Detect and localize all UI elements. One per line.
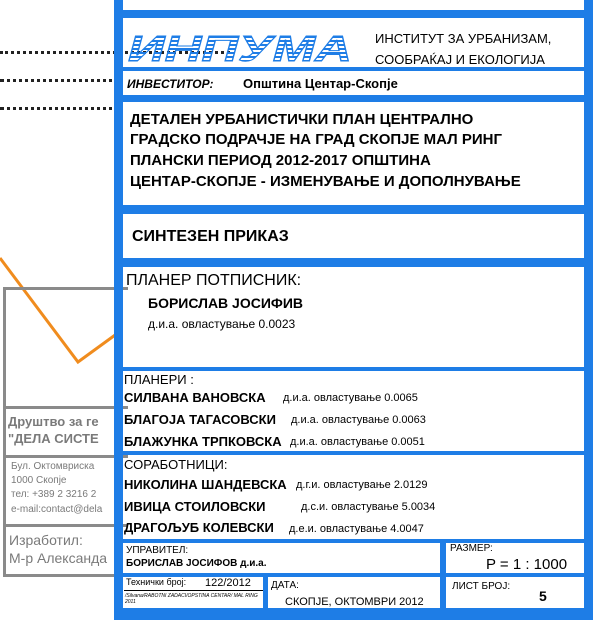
collaborator-name: ДРАГОЉУБ КОЛЕВСКИ	[124, 520, 274, 535]
stamp-prepared-label: Изработил:	[9, 532, 83, 548]
planner-license: д.и.а. овластување 0.0051	[290, 436, 425, 448]
collaborators-label: СОРАБОТНИЦИ:	[124, 457, 228, 472]
date-value: СКОПЈЕ, ОКТОМВРИ 2012	[285, 596, 424, 608]
divider	[263, 573, 268, 611]
separator	[114, 258, 593, 267]
collaborator-license: д.е.и. овластување 4.0047	[289, 523, 424, 535]
plan-title-line1: ДЕТАЛЕН УРБАНИСТИЧКИ ПЛАН ЦЕНТРАЛНО	[130, 111, 474, 128]
separator	[114, 539, 593, 543]
plan-title-line4: ЦЕНТАР-СКОПЈЕ - ИЗМЕНУВАЊЕ И ДОПОЛНУВАЊЕ	[130, 173, 521, 190]
director-value: БОРИСЛАВ ЈОСИФОВ д.и.а.	[126, 558, 267, 569]
frame-right	[584, 0, 593, 620]
inpuma-logo	[128, 32, 356, 66]
stamp-phone: тел: +389 2 3216 2	[11, 489, 97, 500]
planners-label: ПЛАНЕРИ :	[124, 372, 194, 387]
separator	[114, 67, 593, 71]
scale-value: P = 1 : 1000	[486, 556, 568, 573]
frame-bottom	[114, 608, 593, 620]
planner-license: д.и.а. овластување 0.0065	[283, 392, 418, 404]
institute-name-line1: ИНСТИТУТ ЗА УРБАНИЗАМ,	[375, 31, 552, 46]
scale-label: РАЗМЕР:	[450, 543, 493, 554]
collaborator-name: НИКОЛИНА ШАНДЕВСКА	[124, 477, 287, 492]
drawing-name: СИНТЕЗЕН ПРИКАЗ	[132, 228, 289, 245]
signatory-label: ПЛАНЕР ПОТПИСНИК:	[126, 272, 302, 289]
collaborator-license: д.г.и. овластување 2.0129	[296, 479, 428, 491]
institute-name-line2: СООБРАЌАЈ И ЕКОЛОГИЈА	[375, 52, 545, 67]
signatory-name: БОРИСЛАВ ЈОСИФИВ	[148, 295, 304, 311]
plan-title-line3: ПЛАНСКИ ПЕРИОД 2012-2017 ОПШТИНА	[130, 152, 431, 169]
stamp-prepared-name: М-р Александа	[9, 550, 108, 566]
investor-value: Општина Центар-Скопје	[243, 76, 398, 91]
frame-left	[114, 0, 123, 620]
date-label: ДАТА:	[271, 580, 299, 591]
separator	[114, 451, 593, 455]
divider	[440, 539, 446, 611]
sheet-value: 5	[539, 588, 547, 604]
stamp-address-line2: 1000 Скопје	[11, 475, 67, 486]
investor-label: ИНВЕСТИТОР:	[127, 77, 214, 91]
planner-name: БЛАГОЈА ТАГАСОВСКИ	[124, 412, 276, 427]
signatory-license: д.и.а. овластување 0.0023	[148, 317, 296, 331]
tech-number-value: 122/2012	[205, 577, 251, 589]
planner-name: БЛАЖУНКА ТРПКОВСКА	[124, 434, 282, 449]
stamp-address-line1: Бул. Октомвриска	[11, 461, 95, 472]
separator	[114, 10, 593, 18]
file-path: /Silvana/RABOTNI ZADACI/OPSTINA CENTAR/ MAL RING 2011	[125, 593, 258, 605]
logo-letters: ИНПУМА	[128, 32, 352, 66]
plan-title-line2: ГРАДСКО ПОДРАЧЈЕ НА ГРАД СКОПЈЕ МАЛ РИНГ	[130, 131, 502, 148]
stamp-company-line2: "ДЕЛА СИСТЕ	[8, 431, 99, 446]
separator	[114, 205, 593, 214]
tech-number-label: Технички број:	[126, 577, 187, 587]
stamp-email: e-mail:contact@dela	[11, 504, 103, 515]
tech-number-underline	[124, 590, 263, 591]
director-label: УПРАВИТЕЛ:	[126, 545, 189, 556]
stamp-company-line1: Друштво за ге	[8, 414, 99, 429]
sheet-label: ЛИСТ БРОЈ:	[452, 581, 511, 592]
separator	[114, 95, 593, 102]
collaborator-license: д.с.и. овластување 5.0034	[301, 501, 436, 513]
collaborator-name: ИВИЦА СТОИЛОВСКИ	[124, 499, 266, 514]
planner-name: СИЛВАНА ВАНОВСКА	[124, 390, 266, 405]
separator	[114, 367, 593, 371]
planner-license: д.и.а. овластување 0.0063	[291, 414, 426, 426]
